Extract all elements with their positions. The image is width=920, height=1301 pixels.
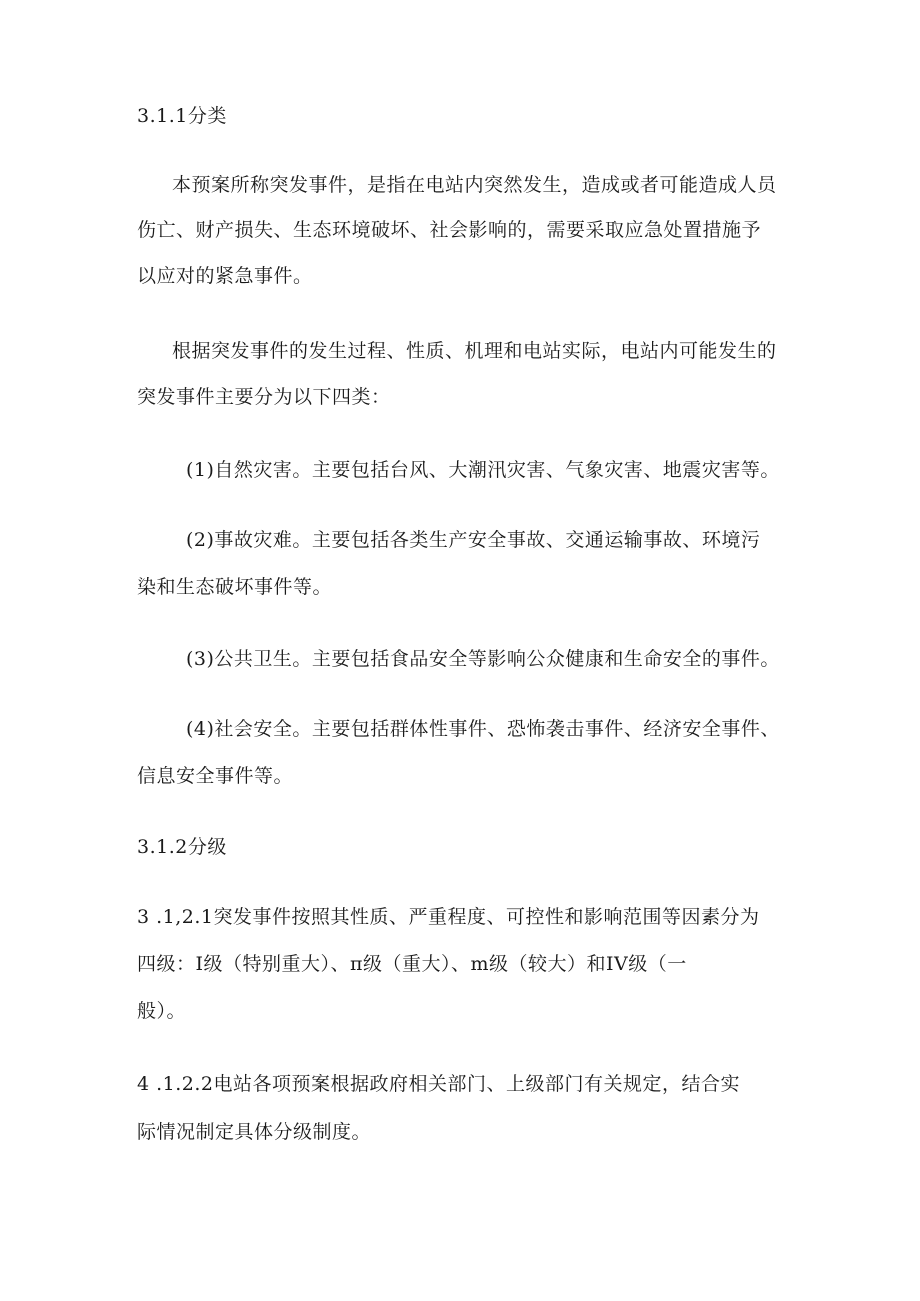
paragraph-line: 以应对的紧急事件。	[137, 265, 313, 287]
paragraph-line: 般）。	[137, 1000, 187, 1022]
section-heading-3-1-1: 3.1.1分类	[137, 105, 227, 127]
paragraph-line: 突发事件主要分为以下四类：	[137, 386, 391, 408]
list-item-1: (1)自然灾害。主要包括台风、大潮汛灾害、气象灾害、地震灾害等。	[186, 459, 780, 481]
list-item-2: (2)事故灾难。主要包括各类生产安全事故、交通运输事故、环境污	[186, 529, 761, 551]
paragraph-line: 四级：I级（特别重大）、π级（重大）、m级（较大）和IV级（一	[137, 953, 687, 975]
list-item-2-continued: 染和生态破坏事件等。	[137, 576, 333, 598]
paragraph-line: 本预案所称突发事件，是指在电站内突然发生，造成或者可能造成人员	[172, 174, 777, 196]
paragraph-line: 际情况制定具体分级制度。	[137, 1121, 372, 1143]
list-item-4-continued: 信息安全事件等。	[137, 765, 294, 787]
paragraph-line: 根据突发事件的发生过程、性质、机理和电站实际，电站内可能发生的	[172, 340, 777, 362]
paragraph-line: 4 .1.2.2电站各项预案根据政府相关部门、上级部门有关规定，结合实	[137, 1073, 741, 1095]
list-item-3: (3)公共卫生。主要包括食品安全等影响公众健康和生命安全的事件。	[186, 648, 780, 670]
section-heading-3-1-2: 3.1.2分级	[137, 836, 227, 858]
list-item-4: (4)社会安全。主要包括群体性事件、恐怖袭击事件、经济安全事件、	[186, 718, 780, 740]
paragraph-line: 3 .1,2.1突发事件按照其性质、严重程度、可控性和影响范围等因素分为	[137, 906, 760, 928]
paragraph-line: 伤亡、财产损失、生态环境破坏、社会影响的，需要采取应急处置措施予	[137, 219, 762, 241]
